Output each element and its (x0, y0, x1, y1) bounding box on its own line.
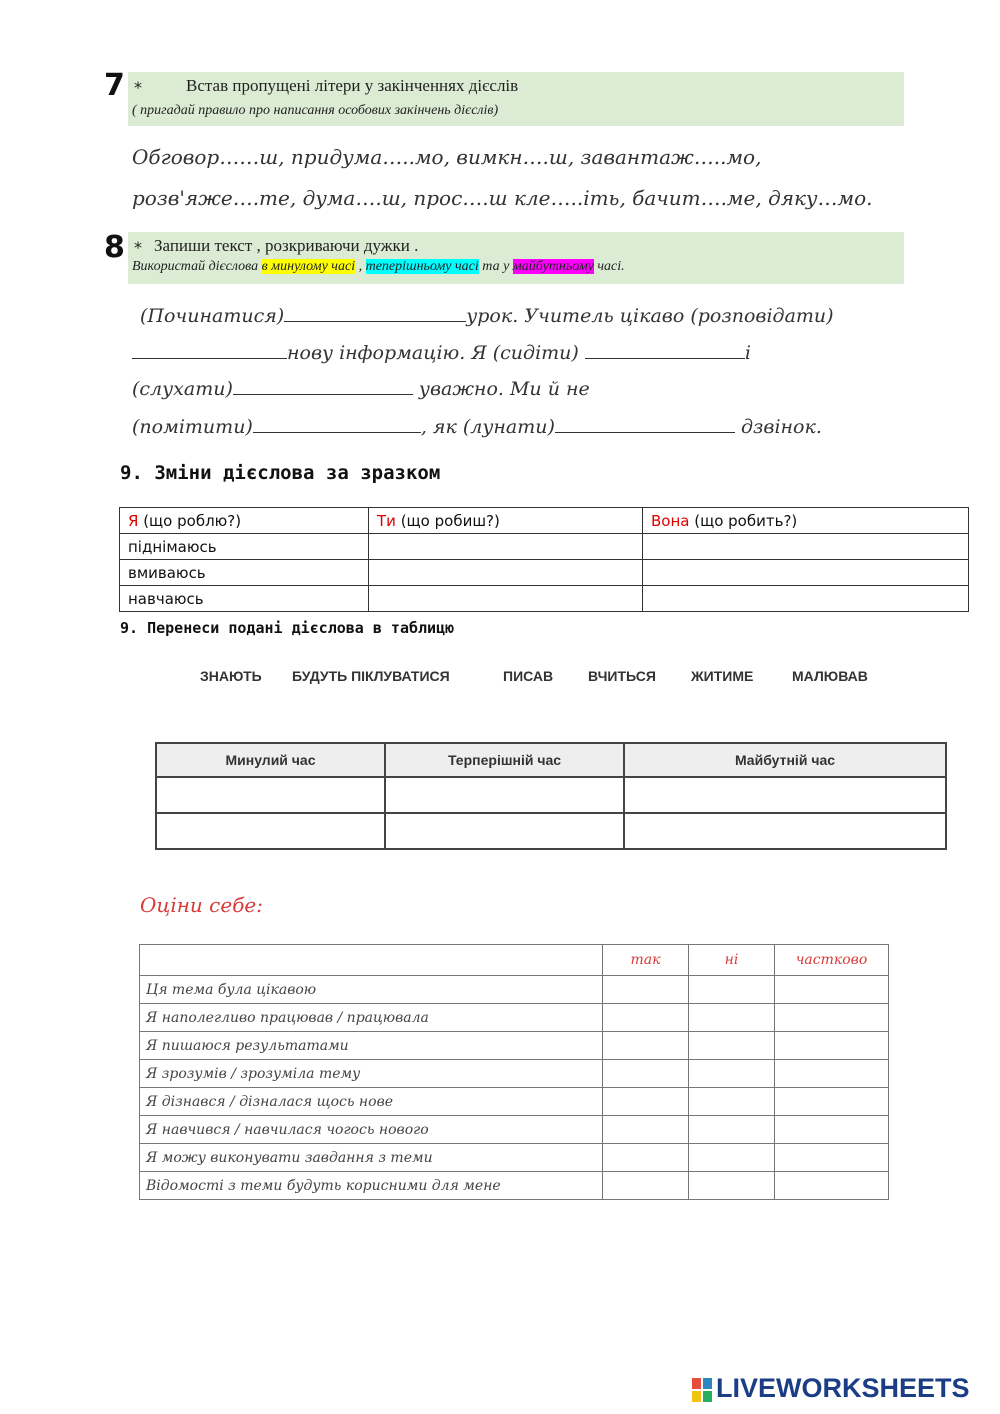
check-cell[interactable] (603, 976, 689, 1004)
check-cell[interactable] (689, 1144, 775, 1172)
column-header: Терперішній час (385, 743, 624, 777)
task8-text: (помітити) (132, 416, 253, 438)
verb-word[interactable]: БУДУТЬ ПІКЛУВАТИСЯ (292, 668, 450, 684)
verb-word[interactable]: ВЧИТЬСЯ (588, 668, 656, 684)
task8-line-2 (132, 342, 751, 364)
task8-text: , як (лунати) (420, 416, 555, 438)
check-cell[interactable] (775, 1144, 889, 1172)
check-cell[interactable] (603, 1088, 689, 1116)
table-row (140, 1060, 889, 1088)
statement: Відомості з теми будуть корисними для мене (140, 1172, 603, 1200)
task8-line-4 (132, 416, 822, 438)
verb-word[interactable]: МАЛЮВАВ (792, 668, 868, 684)
check-cell[interactable] (689, 1004, 775, 1032)
table-cell: вмиваюсь (120, 560, 369, 586)
check-cell[interactable] (603, 1060, 689, 1088)
column-header: Минулий час (156, 743, 385, 777)
check-cell[interactable] (603, 1116, 689, 1144)
verb-word[interactable]: ПИСАВ (503, 668, 554, 684)
table-row (140, 1088, 889, 1116)
task8-text: нову інформацію. Я (сидіти) (287, 342, 579, 364)
task8-hint-sep2: та у (478, 259, 510, 274)
answer-cell[interactable] (385, 813, 624, 849)
task8-hint-future: майбутньому (512, 259, 594, 274)
task9b-title: 9. Перенеси подані дієслова в таблицю (120, 619, 455, 637)
task7-hint: ( пригадай правило про написання особових закінчень дієслів) (132, 103, 499, 118)
task8-text: дзвінок. (734, 416, 822, 438)
check-cell[interactable] (775, 1088, 889, 1116)
task8-text: (Починатися) (140, 305, 285, 327)
question: (що роблю?) (138, 511, 242, 530)
check-cell[interactable] (775, 1116, 889, 1144)
check-cell[interactable] (775, 1172, 889, 1200)
answer-cell[interactable] (369, 586, 643, 612)
pronoun: Ти (377, 511, 396, 530)
statement: Я пишаюся результатами (140, 1032, 603, 1060)
answer-blank[interactable] (585, 342, 745, 359)
answer-cell[interactable] (385, 777, 624, 813)
answer-blank[interactable] (253, 416, 421, 433)
table-cell: піднімаюсь (120, 534, 369, 560)
task8-star: * (134, 238, 142, 257)
check-cell[interactable] (689, 1088, 775, 1116)
statement: Я навчився / навчилася чогось нового (140, 1116, 603, 1144)
check-cell[interactable] (689, 1032, 775, 1060)
check-cell[interactable] (689, 976, 775, 1004)
task8-line-1 (140, 305, 834, 327)
blank-header (140, 945, 603, 976)
table-row (120, 586, 969, 612)
table-cell: навчаюсь (120, 586, 369, 612)
check-cell[interactable] (689, 1060, 775, 1088)
tense-table (155, 742, 947, 850)
verb-word[interactable]: ЗНАЮТЬ (200, 668, 262, 684)
answer-blank[interactable] (284, 305, 466, 322)
task8-title: Запиши текст , розкриваючи дужки . (154, 236, 419, 255)
table-row (140, 1116, 889, 1144)
statement: Я можу виконувати завдання з теми (140, 1144, 603, 1172)
answer-cell[interactable] (624, 813, 946, 849)
task8-text: урок. Учитель цікаво (розповідати) (466, 305, 834, 327)
answer-cell[interactable] (643, 560, 969, 586)
question: (що робить?) (689, 511, 798, 530)
task8-text: уважно. Ми й не (412, 378, 590, 400)
table-row (140, 976, 889, 1004)
header-cell (120, 508, 369, 534)
task8-text: (слухати) (132, 378, 233, 400)
answer-blank[interactable] (233, 378, 413, 395)
answer-cell[interactable] (643, 586, 969, 612)
task8-hint-pre: Використай дієслова (132, 259, 259, 274)
table-header-row (120, 508, 969, 534)
statement: Я наполегливо працював / працювала (140, 1004, 603, 1032)
task8-hint-present: теперішньому часі (365, 259, 479, 274)
check-cell[interactable] (775, 1032, 889, 1060)
header-cell (643, 508, 969, 534)
answer-cell[interactable] (156, 813, 385, 849)
answer-cell[interactable] (624, 777, 946, 813)
column-header: Майбутній час (624, 743, 946, 777)
table-row (156, 813, 946, 849)
table-row (156, 777, 946, 813)
pronoun: Вона (651, 511, 690, 530)
check-cell[interactable] (603, 1004, 689, 1032)
table-row (120, 534, 969, 560)
column-header: ні (689, 945, 775, 976)
table-row (140, 1144, 889, 1172)
conjugation-table (119, 507, 969, 612)
task9a-title: 9. Зміни дієслова за зразком (120, 462, 441, 484)
task8-text: і (744, 342, 751, 364)
table-row (120, 560, 969, 586)
check-cell[interactable] (775, 1004, 889, 1032)
task7-title: Встав пропущені літери у закінченнях дієслів (186, 76, 519, 95)
task8-hint (132, 259, 625, 275)
answer-cell[interactable] (643, 534, 969, 560)
liveworksheets-logo[interactable]: LIVEWORKSHEETS (716, 1373, 970, 1403)
answer-cell[interactable] (369, 560, 643, 586)
check-cell[interactable] (689, 1172, 775, 1200)
answer-blank[interactable] (555, 416, 735, 433)
column-header: частково (775, 945, 889, 976)
check-cell[interactable] (603, 1144, 689, 1172)
table-row (140, 1032, 889, 1060)
task8-hint-past: в минулому часі (261, 259, 356, 274)
question: (що робиш?) (395, 511, 500, 530)
check-cell[interactable] (689, 1116, 775, 1144)
column-header: так (603, 945, 689, 976)
statement: Я зрозумів / зрозуміла тему (140, 1060, 603, 1088)
task7-star: * (134, 78, 142, 97)
task8-hint-post: часі. (597, 259, 625, 274)
pronoun: Я (128, 511, 139, 530)
answer-cell[interactable] (369, 534, 643, 560)
verb-word[interactable]: ЖИТИМЕ (691, 668, 754, 684)
self-evaluation-table (139, 944, 889, 1200)
check-cell[interactable] (775, 976, 889, 1004)
table-row (140, 1004, 889, 1032)
self-evaluation-title: Оціни себе: (140, 893, 263, 917)
liveworksheets-logo-icon (692, 1378, 712, 1402)
statement: Ця тема була цікавою (140, 976, 603, 1004)
answer-blank[interactable] (132, 342, 287, 359)
task8-hint-sep1: , (355, 259, 363, 274)
task7-line-1: Обговор……ш, придума…..мо, вимкн….ш, завантаж…..мо, (132, 145, 762, 169)
check-cell[interactable] (603, 1032, 689, 1060)
task7-number: 7 (104, 68, 122, 103)
check-cell[interactable] (775, 1060, 889, 1088)
task8-number: 8 (104, 230, 122, 265)
answer-cell[interactable] (156, 777, 385, 813)
task7-line-2: розв'яже….те, дума….ш, прос….ш кле…..іть, бачит….ме, дяку…мо. (132, 186, 873, 210)
table-header-row (140, 945, 889, 976)
header-cell (369, 508, 643, 534)
table-row (140, 1172, 889, 1200)
table-header-row (156, 743, 946, 777)
task8-line-3 (132, 378, 590, 400)
statement: Я дізнався / дізналася щось нове (140, 1088, 603, 1116)
check-cell[interactable] (603, 1172, 689, 1200)
